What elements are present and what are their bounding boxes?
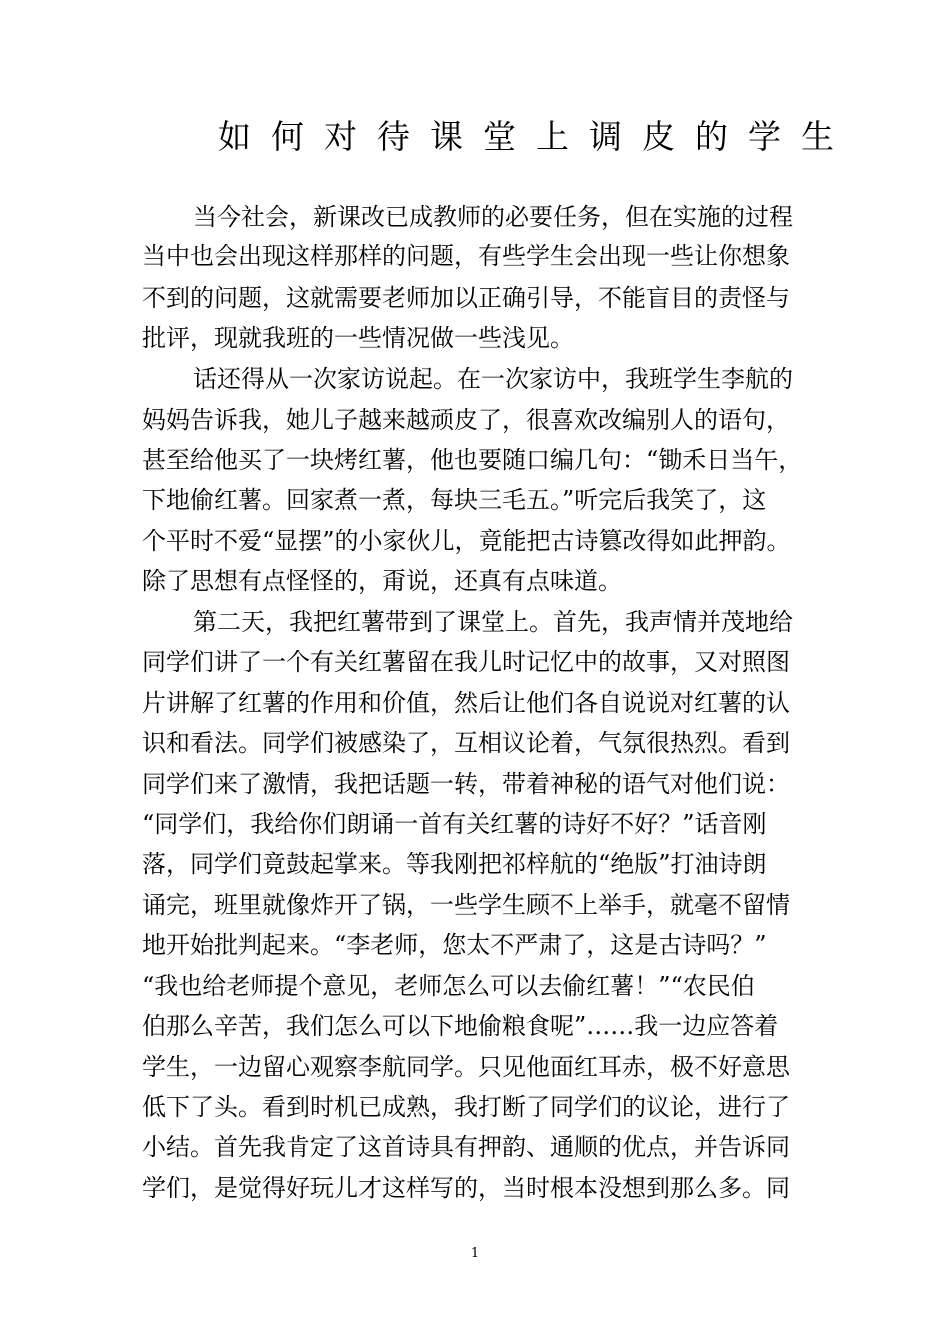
- text-line: 批评，现就我班的一些情况做一些浅见。: [142, 324, 574, 352]
- text-line: 识和看法。同学们被感染了，互相议论着，气氛很热烈。看到: [142, 729, 790, 757]
- text-line: 除了思想有点怪怪的，甭说，还真有点味道。: [142, 567, 622, 595]
- text-line: 下地偷红薯。回家煮一煮，每块三毛五。”听完后我笑了，这: [142, 486, 767, 514]
- text-line: 个平时不爱“显摆”的小家伙儿，竟能把古诗篡改得如此押韵。: [142, 527, 791, 555]
- text-line: 落，同学们竟鼓起掌来。等我刚把祁梓航的“绝版”打油诗朗: [142, 850, 767, 878]
- text-line: 学生，一边留心观察李航同学。只见他面红耳赤，极不好意思: [142, 1053, 790, 1081]
- page-number: 1: [470, 1246, 480, 1261]
- text-line: 小结。首先我肯定了这首诗具有押韵、通顺的优点，并告诉同: [142, 1133, 790, 1161]
- text-line: 学们，是觉得好玩儿才这样写的，当时根本没想到那么多。同: [142, 1174, 790, 1202]
- text-line: “同学们，我给你们朗诵一首有关红薯的诗好不好？”话音刚: [142, 810, 767, 838]
- text-line: 妈妈告诉我，她儿子越来越顽皮了，很喜欢改编别人的语句，: [142, 406, 790, 434]
- document-title: 如何对待课堂上调皮的学生: [218, 117, 854, 156]
- text-line: 第二天，我把红薯带到了课堂上。首先，我声情并茂地给: [193, 608, 793, 636]
- text-line: 同学们讲了一个有关红薯留在我儿时记忆中的故事，又对照图: [142, 648, 790, 676]
- text-line: 片讲解了红薯的作用和价值，然后让他们各自说说对红薯的认: [142, 689, 790, 717]
- text-line: 低下了头。看到时机已成熟，我打断了同学们的议论，进行了: [142, 1093, 790, 1121]
- text-line: 伯那么辛苦，我们怎么可以下地偷粮食呢”……我一边应答着: [142, 1012, 779, 1040]
- text-line: 甚至给他买了一块烤红薯，他也要随口编几句：“锄禾日当午，: [142, 446, 803, 474]
- text-line: 当中也会出现这样那样的问题，有些学生会出现一些让你想象: [142, 242, 790, 270]
- text-line: 同学们来了激情，我把话题一转，带着神秘的语气对他们说：: [142, 770, 790, 798]
- text-line: 话还得从一次家访说起。在一次家访中，我班学生李航的: [193, 365, 793, 393]
- text-line: 诵完，班里就像炸开了锅，一些学生顾不上举手，就毫不留情: [142, 891, 790, 919]
- text-line: 不到的问题，这就需要老师加以正确引导，不能盲目的责怪与: [142, 284, 790, 312]
- text-line: 地开始批判起来。“李老师，您太不严肃了，这是古诗吗？”: [142, 931, 767, 959]
- text-line: “我也给老师提个意见，老师怎么可以去偷红薯！”“农民伯: [142, 972, 755, 1000]
- text-line: 当今社会，新课改已成教师的必要任务，但在实施的过程: [193, 203, 793, 231]
